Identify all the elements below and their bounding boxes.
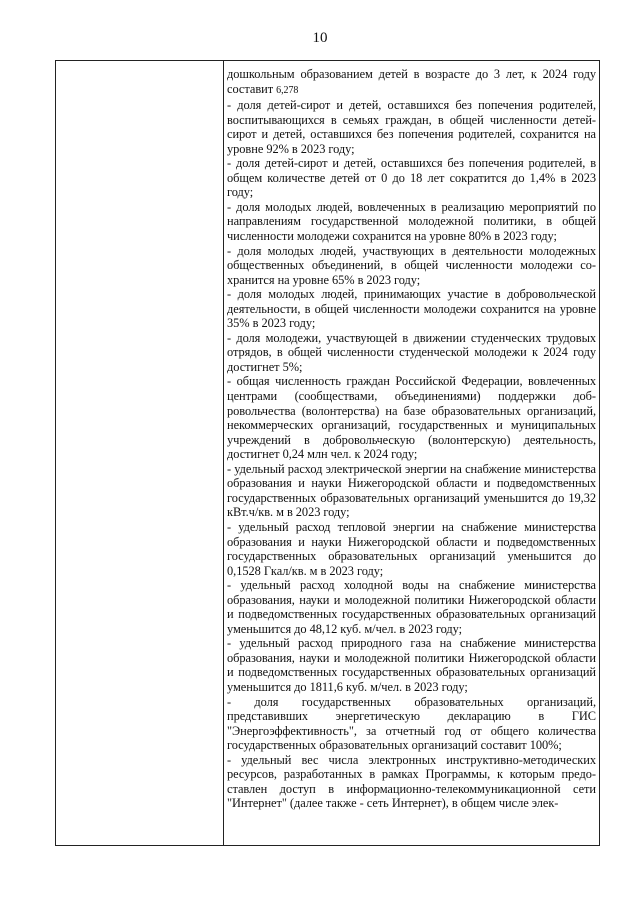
paragraph: - доля молодежи, участвующей в движении студенческих трудовых отрядов, в общей численности студенческой молодежи к 2024 году достигнет 5%; xyxy=(227,330,596,374)
paragraph: - доля детей-сирот и детей, оставшихся без попечения родителей, в общем количестве детей от 0 до 18 лет сократится до 1,4% в 2023 году; xyxy=(227,156,596,200)
paragraph: - доля молодых людей, участвующих в деятельности молодежных общественных объединений, в общей численности молодежи сохранится на уровне 65% в 2023 году; xyxy=(227,243,596,287)
paragraph: - удельный расход природного газа на снабжение министерства образования, науки и молодежной политики Нижегородской области и подведомственных государственных образовательных организаций уменьшится до 1811,6 куб. м/чел. в 2023 году; xyxy=(227,636,596,694)
paragraph: - удельный расход холодной воды на снабжение министерства образования, науки и молодежной политики Нижегородской области и подведомственных государственных образовательных организаций уменьшится до 48,12 куб. м/чел. в 2023 году; xyxy=(227,578,596,636)
table-left-column xyxy=(56,61,224,845)
paragraph: - доля молодых людей, принимающих участие в добровольческой деятельности, в общей численности молодежи сохранится на уровне 35% в 2023 году; xyxy=(227,287,596,331)
paragraph: - доля государственных образовательных организаций, представивших энергетическую декларацию в ГИС "Энергоэффективность", за отчетный год от общего количества государственных образовательных организаций составит 100%; xyxy=(227,694,596,753)
paragraph: - удельный вес числа электронных инструктивно-методических ресурсов, разработанных в рамках Программы, к которым предоставлен доступ в информационно-телекоммуникационной сети "Интернет" (далее также - сеть Интернет), в общем числе элек- xyxy=(227,752,596,811)
paragraph: - удельный расход тепловой энергии на снабжение министерства образования и науки Нижегородской области и подведомственных государственных образовательных организаций уменьшится до 0,1528 Гкал/кв. м в 2023 году; xyxy=(227,519,596,578)
table-right-column xyxy=(223,61,599,845)
paragraph: - доля молодых людей, вовлеченных в реализацию мероприятий по направлениям государственной молодежной политики, в общей численности молодежи сохранится на уровне 80% в 2023 году; xyxy=(227,199,596,244)
paragraph-intro-value: 6,278 xyxy=(276,84,299,96)
paragraph: - удельный расход электрической энергии на снабжение министерства образования и науки Нижегородской области и подведомственных государственных образовательных организаций уменьшится до 19,32 кВт.ч/кв. м в 2023 году; xyxy=(227,461,596,520)
paragraph-intro xyxy=(227,67,596,98)
page-number: 10 xyxy=(312,30,328,46)
document-table xyxy=(55,60,600,846)
paragraph-intro-text: дошкольным образованием детей в возрасте до 3 лет, к 2024 году составит xyxy=(227,67,596,96)
paragraph: - общая численность граждан Российской Федерации, вовлеченных центрами (сообществами, объединениями) поддержки добровольчества (волонтерства) на базе образовательных организаций, некоммерческих организаций, государственных и муниципальных учреждений в добровольческую (волонтерскую) деятельность, достигнет 0,24 млн чел. к 2024 году; xyxy=(227,374,596,462)
paragraph: - доля детей-сирот и детей, оставшихся без попечения родителей, воспитывающихся в семьях граждан, в общей численности детей-сирот и детей, оставшихся без попечения родителей, сохранится на уровне 92% в 2023 году; xyxy=(227,98,596,156)
